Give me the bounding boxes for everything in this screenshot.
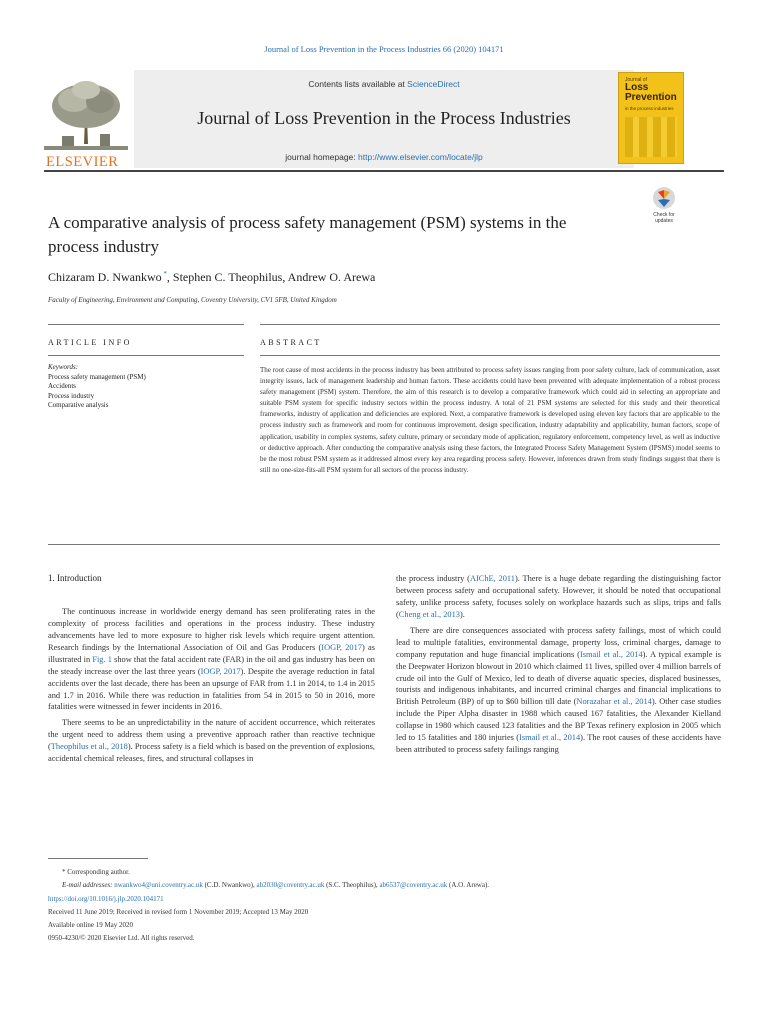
body-column-left [48,573,375,765]
email-link-arewa[interactable]: ab6537@coventry.ac.uk [379,881,448,890]
email-link-theophilus[interactable]: ab2030@coventry.ac.uk [256,881,325,890]
cover-title-line2: Prevention [625,92,677,103]
cover-title-line1: Loss [625,82,649,93]
check-for-updates-label-2: updates [655,218,673,224]
text-run: There are dire consequences associated with process safety failings, most of which could lead to multiple fatalities, environmental damage, property loss, criminal charges, damage to company reputation and huge financial implications ( [396,625,721,659]
text-run: show that the fatal accident rate (FAR) in the oil and gas industry has been on the steady increase over the last three years ( [48,654,375,676]
article-title: A comparative analysis of process safety management (PSM) systems in the process industry [48,213,567,256]
citation-link[interactable]: Norazahar et al., 2014 [576,697,652,707]
author-list [48,270,375,285]
doi-link[interactable]: https://doi.org/10.1016/j.jlp.2020.104171 [48,894,164,903]
contents-line [134,79,634,89]
citation-link[interactable]: Theophilus et al., 2018 [50,742,128,752]
journal-masthead [44,70,724,168]
keywords-label: Keywords: [48,363,79,371]
running-head[interactable]: Journal of Loss Prevention in the Process Industries 66 (2020) 104171 [264,44,504,54]
elsevier-tree-logo [44,74,128,170]
abstract-heading: ABSTRACT [260,338,322,347]
text-run: ). Process safety is a field which is based on the prevention of explosions, accidental chemical releases, fires, and structural collapses in [48,742,375,764]
section-title-introduction: 1. Introduction [48,573,102,583]
keyword-item: Accidents [48,382,76,390]
text-run: ). A typical example is the Deepwater Horizon blowout in 2010 which claimed 11 lives, spilled over 4 million barrels of crude oil into the Gulf of Mexico, led to death of diverse aquatic species, displaced businesses, tourists and indigenous inhabitants, and incurred criminal charges and financial implications to British Petroleum (BP) of up to $60 billion till date ( [396,649,722,707]
cover-small-text: Journal of [625,77,647,83]
available-online: Available online 19 May 2020 [48,921,134,930]
body-column-right [396,573,721,756]
author-nwankwo[interactable]: Chizaram D. Nwankwo [48,270,162,284]
email-link-nwankwo[interactable]: nwankwo4@uni.coventry.ac.uk [114,881,203,890]
email-owner: (A.O. Arewa). [447,881,490,890]
doi-line [48,893,728,906]
email-label: E-mail addresses: [62,881,113,890]
corresponding-mark-text: * [163,270,167,278]
article-info-heading: ARTICLE INFO [48,338,132,347]
abstract-text: The root cause of most accidents in the process industry has been attributed to process safety issues ranging from poor safety culture, lack of communication, asset integrity issues, lack of management leadership and human factors. These accidents could have been prevented with adequate implementation of a robust process safety management (PSM) system. Therefore, the aim of this research is to develop a comparative framework which could aid in selecting an appropriate and suitable PSM system for specific industry sectors within the process industry. A total of 21 PSM systems are selected for this study and their theoretical frameworks, industry of application and deficiencies are explored. Next, a comparative framework is developed using eleven key factors that are applicable to the process industry such as framework and room for continuous improvement, design specification, industry adaptability and applicability, human factors, scope of application, usability in complex systems, safety culture, primary or secondary mode of application, regulatory enforcement, competency level, as well as inductive or deductive approach. After conducting the comparative analysis using these factors, the Integrated Process Safety Management System (IPSMS) model seems to be the most robust PSM system as it addressed almost every key area regarding process safety. However, inferences drawn from study findings suggest that there is still no one-size-fits-all PSM system for all sectors of the process industry. [260,366,720,474]
abstract-mid-rule [260,355,720,356]
text-run: The continuous increase in worldwide energy demand has seen proliferating rates in the complexity of process facilities and operations in the process industry. These industry advancements have led to more exposure to higher risk levels which require urgent attention. Research findings by the International Association of Oil and Gas Producers ( [48,606,375,652]
journal-cover-image[interactable] [618,72,684,164]
paragraph [48,606,375,713]
citation-link[interactable]: Ismail et al., 2014 [579,649,643,659]
paragraph [396,625,721,756]
figure-link[interactable]: Fig. 1 [92,654,112,664]
text-run: ). The root causes of these accidents have been attributed to process safety failings ranging [396,733,721,755]
citation-link[interactable]: Cheng et al., 2013 [398,609,460,619]
received-dates: Received 11 June 2019; Received in revised form 1 November 2019; Accepted 13 May 2020 [48,907,309,916]
paragraph [48,717,375,765]
email-addresses [48,879,728,892]
article-info-top-rule [48,324,244,325]
homepage-line [134,152,634,162]
text-run: ) as illustrated in [48,642,376,664]
contents-prefix: Contents lists available at [308,79,408,89]
citation-link[interactable]: Ismail et al., 2014 [519,733,581,743]
email-owner: (S.C. Theophilus), [324,881,380,890]
footnote-rule [48,858,148,859]
sciencedirect-link[interactable]: ScienceDirect [407,79,460,89]
paragraph [396,573,721,621]
citation-link[interactable]: AIChE, 2011 [469,574,515,583]
publisher-wordmark: ELSEVIER [46,154,119,170]
homepage-prefix: journal homepage: [285,152,359,162]
affiliation: Faculty of Engineering, Environment and Computing, Coventry University, CV1 5FB, United Kingdom [48,296,337,304]
masthead-panel [134,70,634,168]
abstract-top-rule [260,324,720,325]
header-rule [44,170,724,172]
keyword-item: Process safety management (PSM) [48,372,146,381]
text-run: the process industry ( [396,574,470,583]
coauthors[interactable]: , Stephen C. Theophilus, Andrew O. Arewa [166,270,376,284]
check-for-updates-icon [652,186,676,210]
keyword-item: Process industry [48,391,95,400]
footnotes [48,866,728,946]
citation-link[interactable]: IOGP, 2017 [321,642,362,652]
check-for-updates-label-1: Check for [653,212,675,218]
citation-link[interactable]: IOGP, 2017 [200,666,241,676]
keyword-item: Comparative analysis [48,401,109,409]
check-for-updates-badge[interactable] [646,186,682,230]
text-run: ). There is a huge debate regarding the distinguishing factor between process safety and occupational safety. However, it should be noted that occupational safety, unlike process safety, focuses solely on workplace hazards such as slips, trips and falls ( [396,574,722,619]
abstract-bottom-rule [48,544,720,545]
corresponding-author-note: * Corresponding author. [62,868,130,876]
cover-artwork [625,117,677,157]
text-run: ). Despite the average reduction in fatal accidents over the last decade, there has been an upsurge of FAR from 1.1 in 2014, to 1.4 in 2015 and 1.7 in 2016. While there was reduction in fatalities from 54 in 2015 to 50 in 2016, more fatalities were witnessed in fewer incidents in 2016. [48,666,376,712]
cover-title [625,83,677,103]
keywords-block [48,363,248,411]
email-owner: (C.D. Nwankwo), [202,881,257,890]
journal-homepage-link[interactable]: http://www.elsevier.com/locate/jlp [358,152,483,162]
copyright-line: 0950-4230/© 2020 Elsevier Ltd. All rights reserved. [48,934,195,943]
journal-title: Journal of Loss Prevention in the Process Industries [197,108,571,128]
text-run: ). Other case studies include the Piper Alpha disaster in 1988 which caused 167 fatalities, the Alexander Kielland collapse in 1980 which caused 123 fatalities and the BP Texas refinery explosion in 2005 which led to 15 fatalities and 180 injuries ( [396,697,721,743]
article-info-mid-rule [48,355,244,356]
cover-subtitle: in the process industries [625,106,674,111]
text-run: ). [459,609,465,619]
text-run: There seems to be an unpredictability in the nature of accident occurrence, which reiterates the urgent need to address them using a preventive approach rather than reactive technique ( [48,718,375,752]
